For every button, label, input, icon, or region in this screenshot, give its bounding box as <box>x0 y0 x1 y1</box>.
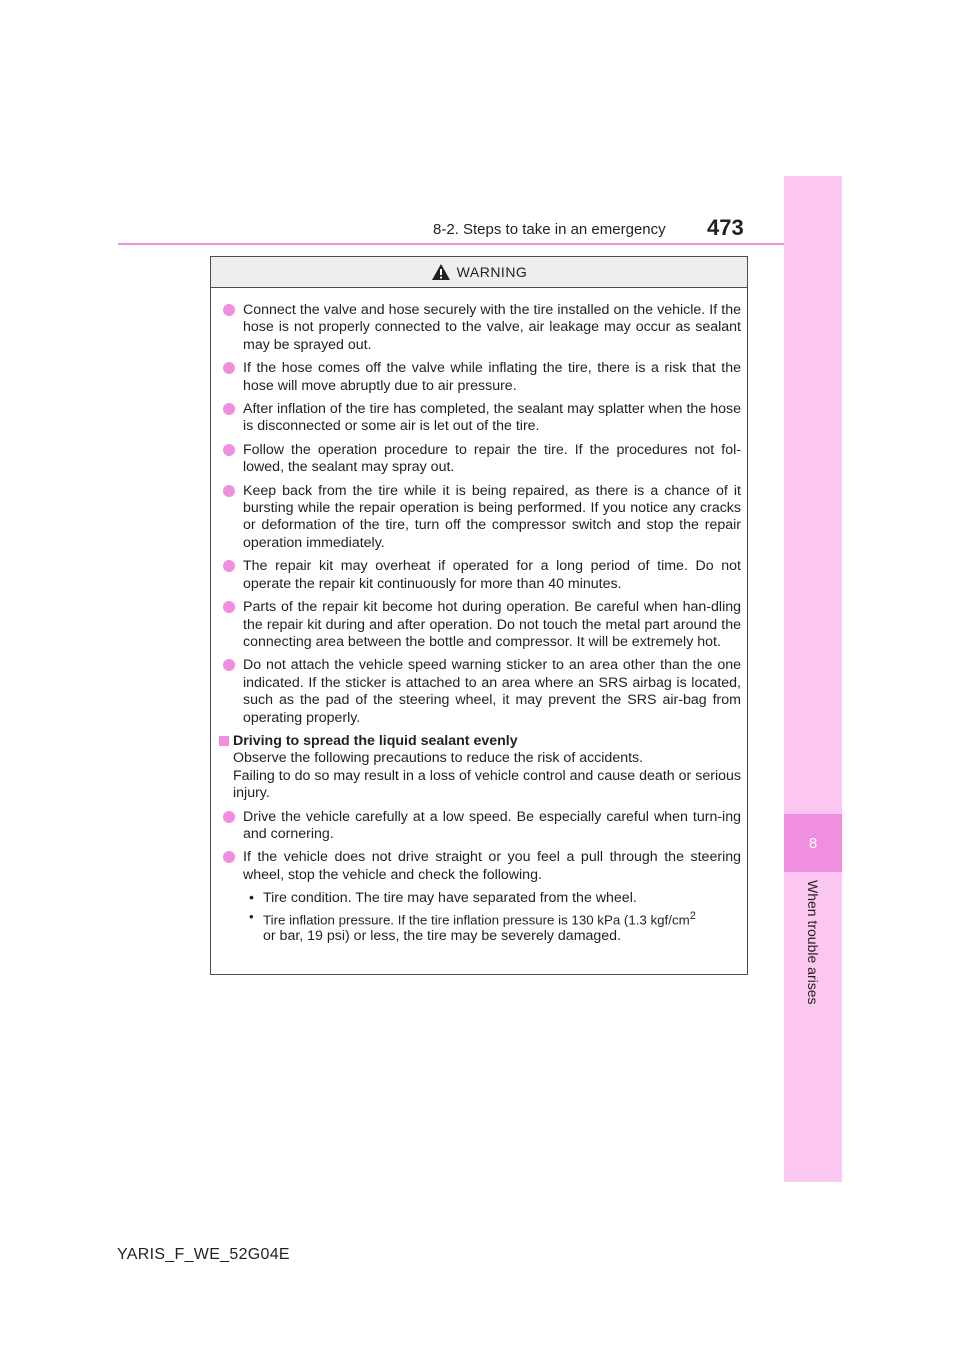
sub-item <box>219 908 741 929</box>
pink-circle-bullet-icon <box>223 444 235 456</box>
bullet-text: If the hose comes off the valve while inflating the tire, there is a risk that the hose will move abruptly due to air pressure. <box>243 360 741 394</box>
document-code: YARIS_F_WE_52G04E <box>117 1246 290 1263</box>
pink-circle-bullet-icon <box>223 851 235 863</box>
warning-bullet <box>219 302 741 354</box>
warning-box <box>210 256 748 975</box>
header-rule <box>118 243 784 245</box>
warning-bullet <box>219 442 741 477</box>
warning-title: WARNING <box>456 264 528 280</box>
pink-circle-bullet-icon <box>223 601 235 613</box>
superscript: 2 <box>689 909 696 922</box>
chapter-number-tab <box>784 814 842 872</box>
warning-body <box>211 288 747 946</box>
pink-circle-bullet-icon <box>223 811 235 823</box>
bullet-text: The repair kit may overheat if operated for a long period of time. Do not operate the repair kit continuously for more than 40 minutes. <box>243 558 741 592</box>
warning-bullet <box>219 401 741 436</box>
warning-header <box>211 257 747 288</box>
pink-circle-bullet-icon <box>223 304 235 316</box>
section-bullet <box>219 849 741 884</box>
warning-triangle-icon <box>431 263 451 281</box>
pink-circle-bullet-icon <box>223 362 235 374</box>
sub-item-text: Tire condition. The tire may have separated from the wheel. <box>263 890 637 907</box>
pink-circle-bullet-icon <box>223 659 235 671</box>
sub-item-continuation <box>219 928 741 945</box>
section-bullet <box>219 809 741 844</box>
warning-bullet <box>219 360 741 395</box>
warning-bullet <box>219 483 741 553</box>
section-heading: 8-2. Steps to take in an emergency <box>433 221 666 238</box>
bullet-text: Follow the operation procedure to repair the tire. If the procedures not fol-lowed, the sealant may spray out. <box>243 441 741 476</box>
bullet-text: Keep back from the tire while it is being repaired, as there is a chance of it bursting while the repair operation is being performed. If you notice any cracks or deformation of the tire, turn off the compressor switch and stop the repair operation immediately. <box>243 482 741 551</box>
section-title <box>219 733 741 750</box>
bullet-text: If the vehicle does not drive straight or you feel a pull through the steering wheel, stop the vehicle and check the following. <box>243 849 741 883</box>
warning-bullet <box>219 558 741 593</box>
pink-circle-bullet-icon <box>223 403 235 415</box>
section-intro: Failing to do so may result in a loss of vehicle control and cause death or serious injury. <box>233 767 741 802</box>
sub-item-text: or bar, 19 psi) or less, the tire may be severely damaged. <box>263 928 622 945</box>
bullet-text: Connect the valve and hose securely with the tire installed on the vehicle. If the hose is not properly connected to the valve, air leakage may occur as sealant may be sprayed out. <box>243 302 741 353</box>
chapter-number: 8 <box>808 834 818 852</box>
sub-item-text: Tire inflation pressure. If the tire inflation pressure is 130 kPa (1.3 kgf/cm <box>263 912 690 928</box>
warning-bullet <box>219 657 741 727</box>
sub-bullet-marker: • <box>249 908 254 924</box>
sub-bullet-marker: • <box>249 890 254 907</box>
bullet-text: Do not attach the vehicle speed warning sticker to an area other than the one indicated. If the sticker is attached to an area where an SRS airbag is located, such as the pad of the steering wheel, it may prevent the SRS air-bag from operating properly. <box>243 657 741 726</box>
bullet-text: After inflation of the tire has completed, the sealant may splatter when the hose is disconnected or some air is let out of the tire. <box>243 401 741 435</box>
chapter-title: When trouble arises <box>805 880 821 1005</box>
warning-bullet <box>219 599 741 651</box>
chapter-sidebar <box>784 176 842 1182</box>
section-title-text: Driving to spread the liquid sealant evenly <box>233 732 518 749</box>
bullet-text: Parts of the repair kit become hot during operation. Be careful when han-dling the repair kit during and after operation. Do not touch the metal part around the connecting area between the bottle and compressor. It will be extremely hot. <box>243 599 741 650</box>
sub-item <box>219 890 741 907</box>
section-intro: Observe the following precautions to reduce the risk of accidents. <box>233 750 644 767</box>
bullet-text: Drive the vehicle carefully at a low speed. Be especially careful when turn-ing and cornering. <box>243 808 741 842</box>
page-number: 473 <box>707 215 744 240</box>
pink-circle-bullet-icon <box>223 560 235 572</box>
pink-square-icon <box>219 736 229 746</box>
pink-circle-bullet-icon <box>223 485 235 497</box>
